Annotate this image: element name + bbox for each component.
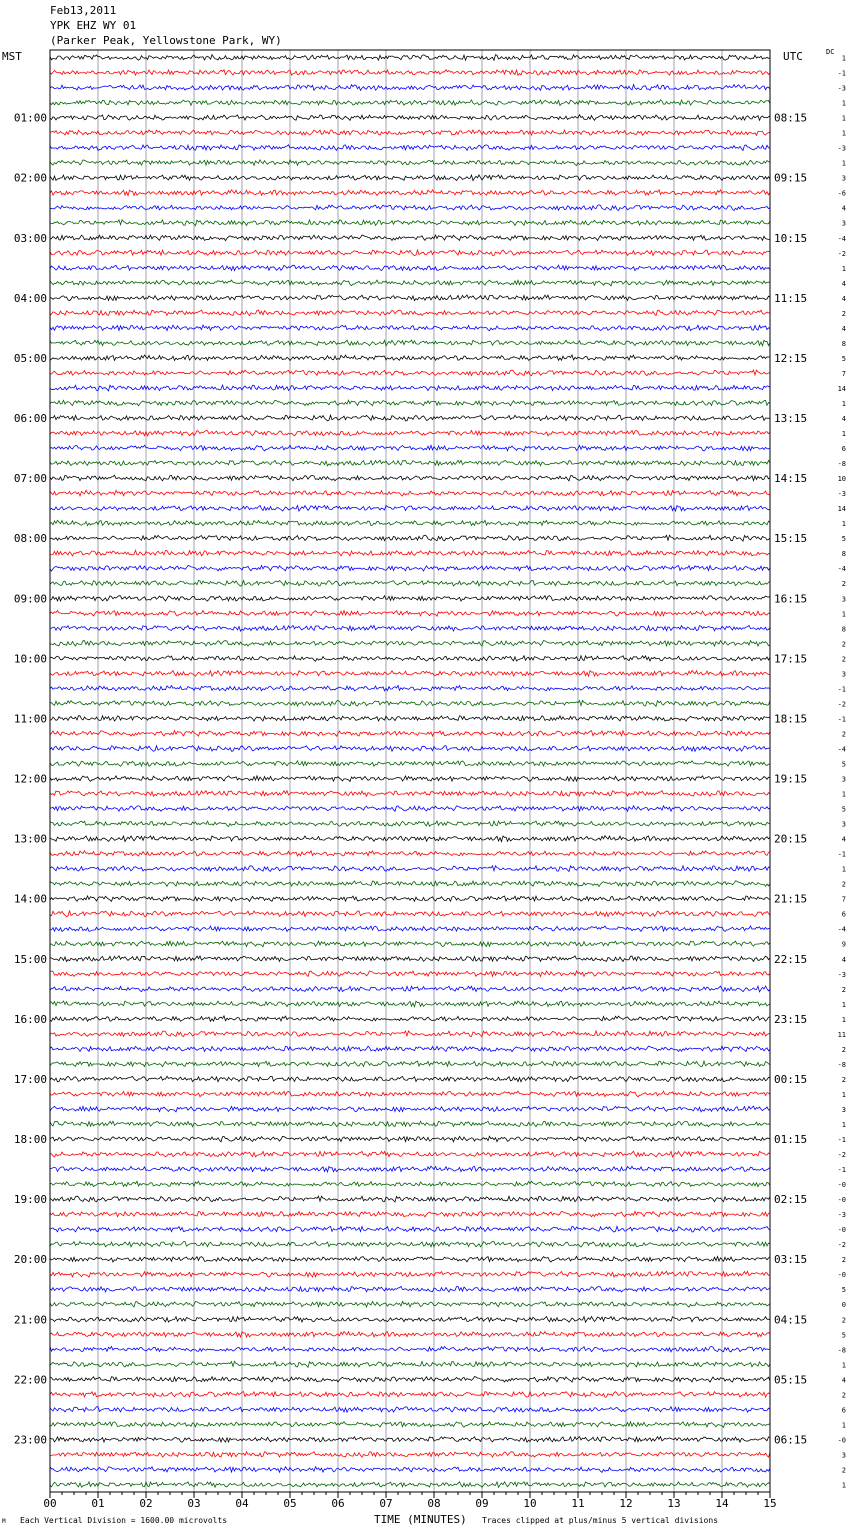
dc-offset: 1 — [841, 1015, 846, 1024]
mst-hour-label: 15:00 — [13, 952, 47, 966]
trace-row — [50, 415, 770, 421]
dc-offset: 5 — [841, 535, 846, 544]
dc-offset: 7 — [841, 895, 846, 904]
mst-hour-label: 05:00 — [13, 351, 47, 365]
dc-offset: 3 — [841, 219, 846, 228]
x-tick-label: 05 — [283, 1497, 297, 1510]
mst-hour-label: 14:00 — [13, 892, 47, 906]
dc-offset: 2 — [841, 655, 846, 664]
mst-hour-label: 02:00 — [13, 171, 47, 185]
utc-hour-label: 12:15 — [774, 351, 808, 365]
trace-row — [50, 1106, 770, 1112]
trace-row — [50, 926, 770, 932]
mst-hour-label: 04:00 — [13, 291, 47, 305]
dc-offset: 5 — [841, 354, 846, 363]
dc-offset: -8 — [837, 1346, 846, 1355]
trace-row — [50, 205, 770, 211]
x-tick-label: 14 — [715, 1497, 729, 1510]
dc-offset: 3 — [841, 670, 846, 679]
trace-row — [50, 1061, 770, 1067]
mst-hour-label: 06:00 — [13, 412, 47, 426]
trace-row — [50, 1422, 770, 1428]
utc-hour-label: 00:15 — [774, 1072, 808, 1086]
trace-row — [50, 1346, 770, 1352]
trace-row — [50, 1001, 770, 1007]
dc-offset: 3 — [841, 820, 846, 829]
dc-offset: 10 — [837, 475, 846, 484]
utc-hour-label: 11:15 — [774, 291, 808, 305]
utc-hour-label: 06:15 — [774, 1433, 808, 1447]
x-tick-label: 12 — [619, 1497, 633, 1510]
trace-row — [50, 400, 770, 406]
dc-offset: -0 — [837, 1436, 846, 1445]
dc-offset: 3 — [841, 1105, 846, 1114]
dc-offset: -2 — [837, 249, 846, 258]
x-tick-label: 01 — [91, 1497, 105, 1510]
dc-offset: 14 — [837, 384, 846, 393]
mst-hour-label: 16:00 — [13, 1012, 47, 1026]
station-code: YPK EHZ WY 01 — [50, 19, 137, 32]
trace-row — [50, 1046, 770, 1052]
trace-row — [50, 1361, 770, 1367]
utc-hour-label: 16:15 — [774, 592, 808, 606]
dc-offset: 3 — [841, 174, 846, 183]
dc-offset: 5 — [841, 1331, 846, 1340]
trace-row — [50, 1136, 770, 1142]
dc-offset: -1 — [837, 1136, 846, 1145]
trace-row — [50, 1437, 770, 1443]
dc-offset: 0 — [841, 1301, 846, 1310]
seismic-traces — [50, 55, 770, 1488]
x-tick-label: 08 — [427, 1497, 441, 1510]
dc-offset: 2 — [841, 1045, 846, 1054]
trace-row — [50, 235, 770, 241]
trace-row — [50, 1317, 770, 1323]
trace-row — [50, 1181, 770, 1186]
dc-offset: 11 — [837, 1030, 846, 1039]
trace-row — [50, 160, 770, 166]
mst-hour-label: 08:00 — [13, 532, 47, 546]
dc-offset: 1 — [841, 1120, 846, 1129]
dc-offset: 1 — [841, 1421, 846, 1430]
dc-offset: -3 — [837, 490, 846, 499]
trace-row — [50, 220, 770, 226]
mst-time-labels — [14, 112, 47, 1447]
x-tick-label: 04 — [235, 1497, 249, 1510]
trace-row — [50, 565, 770, 571]
trace-row — [50, 490, 770, 496]
mst-hour-label: 23:00 — [13, 1433, 47, 1447]
dc-column-label: DC — [826, 48, 835, 56]
dc-offset: 7 — [841, 369, 846, 378]
dc-offset: 4 — [841, 204, 846, 213]
trace-row — [50, 355, 770, 361]
mst-hour-label: 19:00 — [13, 1193, 47, 1207]
dc-offset: 4 — [841, 279, 846, 288]
dc-offset: 6 — [841, 1406, 846, 1415]
utc-hour-label: 13:15 — [774, 412, 808, 426]
trace-row — [50, 791, 770, 797]
dc-offset: -4 — [837, 565, 846, 574]
trace-row — [50, 851, 770, 856]
dc-offset: 5 — [841, 805, 846, 814]
dc-offset: 6 — [841, 445, 846, 454]
utc-hour-label: 23:15 — [774, 1012, 808, 1026]
trace-row — [50, 581, 770, 587]
x-tick-label: 02 — [139, 1497, 153, 1510]
dc-offset-labels — [838, 55, 846, 1490]
trace-row — [50, 776, 770, 782]
trace-row — [50, 1091, 770, 1097]
trace-row — [50, 1242, 770, 1248]
utc-hour-label: 03:15 — [774, 1253, 808, 1267]
dc-offset: 3 — [841, 1451, 846, 1460]
trace-row — [50, 1031, 770, 1037]
dc-offset: -3 — [837, 144, 846, 153]
dc-offset: 2 — [841, 730, 846, 739]
trace-row — [50, 505, 770, 511]
trace-row — [50, 941, 770, 947]
dc-offset: 2 — [841, 1075, 846, 1084]
mst-hour-label: 07:00 — [13, 472, 47, 486]
trace-row — [50, 1302, 770, 1308]
trace-row — [50, 475, 770, 481]
trace-row — [50, 550, 770, 556]
trace-row — [50, 280, 770, 286]
mst-hour-label: 01:00 — [13, 111, 47, 125]
trace-row — [50, 325, 770, 331]
dc-offset: -8 — [837, 1060, 846, 1069]
dc-offset: 8 — [841, 625, 846, 634]
clip-note: Traces clipped at plus/minus 5 vertical divisions — [482, 1516, 719, 1525]
trace-row — [50, 731, 770, 737]
dc-offset: 1 — [841, 865, 846, 874]
trace-row — [50, 761, 770, 767]
trace-row — [50, 370, 770, 376]
trace-row — [50, 340, 770, 346]
dc-offset: -6 — [837, 189, 846, 198]
trace-row — [50, 190, 770, 196]
utc-hour-label: 18:15 — [774, 712, 808, 726]
mst-hour-label: 12:00 — [13, 772, 47, 786]
mst-hour-label: 09:00 — [13, 592, 47, 606]
trace-row — [50, 145, 770, 151]
x-tick-label: 07 — [379, 1497, 393, 1510]
trace-row — [50, 671, 770, 677]
dc-offset: -3 — [837, 970, 846, 979]
trace-row — [50, 1482, 770, 1488]
utc-hour-label: 10:15 — [774, 231, 808, 245]
mst-hour-label: 10:00 — [13, 652, 47, 666]
trace-row — [50, 1211, 770, 1217]
trace-row — [50, 971, 770, 977]
utc-hour-label: 04:15 — [774, 1313, 808, 1327]
trace-row — [50, 656, 770, 662]
dc-offset: -2 — [837, 700, 846, 709]
mst-axis-label: MST — [2, 50, 22, 63]
x-tick-label: 15 — [763, 1497, 777, 1510]
dc-offset: 6 — [841, 910, 846, 919]
dc-offset: -2 — [837, 1241, 846, 1250]
trace-row — [50, 265, 770, 270]
trace-row — [50, 430, 770, 435]
x-tick-label: 11 — [571, 1497, 585, 1510]
dc-offset: -0 — [837, 1196, 846, 1205]
trace-row — [50, 460, 770, 466]
trace-row — [50, 1121, 770, 1127]
dc-offset: 3 — [841, 595, 846, 604]
dc-offset: 1 — [841, 54, 846, 63]
x-tick-label: 09 — [475, 1497, 489, 1510]
dc-offset: -1 — [837, 715, 846, 724]
trace-row — [50, 1226, 770, 1232]
record-date: Feb13,2011 — [50, 4, 117, 17]
trace-row — [50, 1076, 770, 1081]
dc-offset: 1 — [841, 399, 846, 408]
utc-hour-label: 05:15 — [774, 1373, 808, 1387]
trace-row — [50, 1166, 770, 1172]
trace-row — [50, 806, 770, 812]
mst-hour-label: 11:00 — [13, 712, 47, 726]
mst-hour-label: 22:00 — [13, 1373, 47, 1387]
x-tick-label: 03 — [187, 1497, 201, 1510]
utc-hour-label: 02:15 — [774, 1193, 808, 1207]
trace-row — [50, 445, 770, 451]
trace-row — [50, 686, 770, 691]
dc-offset: -3 — [837, 84, 846, 93]
trace-row — [50, 310, 770, 316]
dc-offset: 1 — [841, 1090, 846, 1099]
dc-offset: 5 — [841, 1286, 846, 1295]
dc-offset: -1 — [837, 1166, 846, 1175]
trace-row — [50, 70, 770, 76]
x-tick-label: 10 — [523, 1497, 537, 1510]
trace-row — [50, 881, 770, 887]
trace-row — [50, 1196, 770, 1202]
trace-row — [50, 1286, 770, 1292]
dc-offset: 2 — [841, 880, 846, 889]
dc-offset: 4 — [841, 1376, 846, 1385]
utc-hour-label: 09:15 — [774, 171, 808, 185]
trace-row — [50, 1407, 770, 1413]
trace-row — [50, 1467, 770, 1473]
mst-hour-label: 18:00 — [13, 1133, 47, 1147]
dc-offset: -1 — [837, 69, 846, 78]
mst-hour-label: 13:00 — [13, 832, 47, 846]
dc-offset: -4 — [837, 234, 846, 243]
trace-row — [50, 520, 770, 525]
trace-row — [50, 1151, 770, 1157]
dc-offset: 5 — [841, 760, 846, 769]
trace-row — [50, 896, 770, 902]
utc-hour-label: 17:15 — [774, 652, 808, 666]
x-tick-label: 00 — [43, 1497, 57, 1510]
dc-offset: 2 — [841, 1466, 846, 1475]
dc-offset: 1 — [841, 1000, 846, 1009]
dc-offset: 2 — [841, 1391, 846, 1400]
station-location: (Parker Peak, Yellowstone Park, WY) — [50, 34, 282, 47]
dc-offset: 8 — [841, 339, 846, 348]
utc-hour-label: 14:15 — [774, 472, 808, 486]
utc-hour-label: 08:15 — [774, 111, 808, 125]
trace-row — [50, 986, 770, 992]
utc-hour-label: 19:15 — [774, 772, 808, 786]
utc-hour-label: 20:15 — [774, 832, 808, 846]
trace-row — [50, 596, 770, 601]
dc-offset: 1 — [841, 430, 846, 439]
dc-offset: 1 — [841, 1481, 846, 1490]
trace-row — [50, 1392, 770, 1398]
trace-row — [50, 956, 770, 962]
dc-offset: -4 — [837, 925, 846, 934]
utc-time-labels — [774, 112, 807, 1447]
mst-hour-label: 03:00 — [13, 231, 47, 245]
trace-row — [50, 175, 770, 181]
mst-hour-label: 20:00 — [13, 1253, 47, 1267]
trace-row — [50, 821, 770, 827]
trace-row — [50, 55, 770, 61]
dc-offset: 2 — [841, 640, 846, 649]
x-tick-label: 06 — [331, 1497, 345, 1510]
dc-offset: -0 — [837, 1181, 846, 1190]
dc-offset: -1 — [837, 685, 846, 694]
trace-row — [50, 866, 770, 872]
dc-offset: -8 — [837, 460, 846, 469]
dc-offset: -3 — [837, 1211, 846, 1220]
dc-offset: 4 — [841, 415, 846, 424]
trace-row — [50, 250, 770, 256]
trace-row — [50, 836, 770, 842]
dc-offset: 1 — [841, 99, 846, 108]
utc-hour-label: 21:15 — [774, 892, 808, 906]
dc-offset: 1 — [841, 610, 846, 619]
dc-offset: 2 — [841, 1316, 846, 1325]
trace-row — [50, 130, 770, 136]
trace-row — [50, 1377, 770, 1383]
dc-offset: 4 — [841, 835, 846, 844]
dc-offset: 2 — [841, 985, 846, 994]
trace-row — [50, 716, 770, 722]
x-axis-title: TIME (MINUTES) — [374, 1513, 467, 1526]
dc-offset: -1 — [837, 850, 846, 859]
trace-row — [50, 700, 770, 706]
dc-offset: 1 — [841, 1361, 846, 1370]
x-tick-label: 13 — [667, 1497, 681, 1510]
dc-offset: 4 — [841, 324, 846, 333]
trace-row — [50, 100, 770, 106]
dc-offset: 1 — [841, 264, 846, 273]
trace-row — [50, 641, 770, 647]
dc-offset: 9 — [841, 940, 846, 949]
trace-row — [50, 911, 770, 917]
dc-offset: 8 — [841, 550, 846, 559]
dc-offset: 4 — [841, 955, 846, 964]
dc-offset: 2 — [841, 309, 846, 318]
trace-row — [50, 115, 770, 121]
dc-offset: 14 — [837, 505, 846, 514]
dc-offset: 1 — [841, 129, 846, 138]
mst-hour-label: 21:00 — [13, 1313, 47, 1327]
trace-row — [50, 1452, 770, 1458]
utc-hour-label: 01:15 — [774, 1133, 808, 1147]
dc-offset: 2 — [841, 1256, 846, 1265]
trace-row — [50, 385, 770, 391]
trace-row — [50, 1256, 770, 1262]
dc-offset: 3 — [841, 775, 846, 784]
trace-row — [50, 611, 770, 617]
utc-hour-label: 22:15 — [774, 952, 808, 966]
trace-row — [50, 295, 770, 301]
trace-row — [50, 1271, 770, 1277]
corner-mark: M — [2, 1518, 6, 1525]
trace-row — [50, 535, 770, 541]
trace-row — [50, 1331, 770, 1337]
utc-hour-label: 15:15 — [774, 532, 808, 546]
dc-offset: 1 — [841, 790, 846, 799]
trace-row — [50, 746, 770, 752]
trace-row — [50, 626, 770, 632]
trace-row — [50, 85, 770, 91]
dc-offset: 1 — [841, 520, 846, 529]
x-axis-ticks — [43, 1492, 776, 1510]
dc-offset: -0 — [837, 1226, 846, 1235]
dc-offset: 2 — [841, 580, 846, 589]
mst-hour-label: 17:00 — [13, 1072, 47, 1086]
utc-axis-label: UTC — [783, 50, 803, 63]
dc-offset: -2 — [837, 1151, 846, 1160]
dc-offset: 4 — [841, 294, 846, 303]
dc-offset: -4 — [837, 745, 846, 754]
dc-offset: 1 — [841, 159, 846, 168]
dc-offset: -0 — [837, 1271, 846, 1280]
dc-offset: 1 — [841, 114, 846, 123]
scale-note: Each Vertical Division = 1600.00 microvolts — [20, 1516, 228, 1525]
trace-row — [50, 1016, 770, 1021]
